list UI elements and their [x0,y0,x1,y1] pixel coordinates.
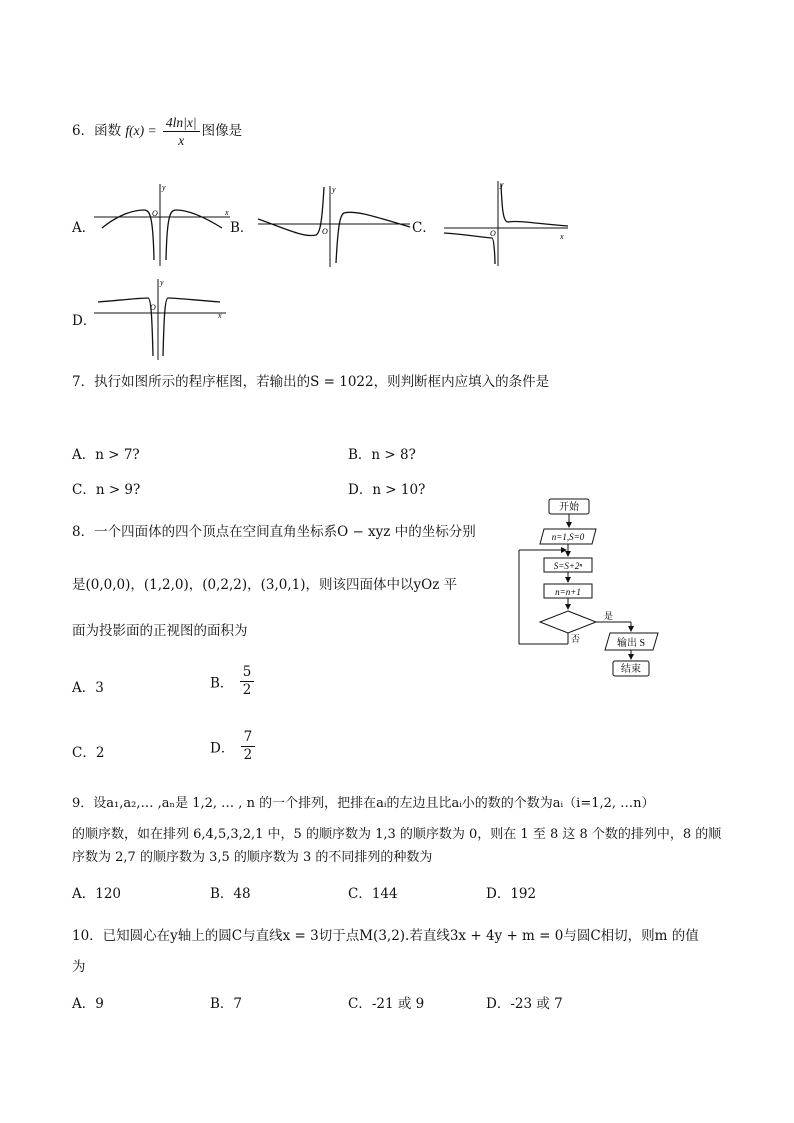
q9-opt-d: D．192 [486,886,537,902]
q6-func: f(x) = [125,123,157,138]
q8-opt-b-label: B． [210,675,234,692]
q7-opt-b: B．n > 8? [348,447,416,463]
q6-text-before: 函数 [94,123,122,139]
q10-opt-b: B．7 [210,996,243,1012]
flow-update-n-label: n=n+1 [555,587,581,597]
q6-frac-num: 4ln|x| [163,114,200,132]
q8-opt-b [210,664,256,699]
q6-stem [72,114,242,149]
q6-text-after: 图像是 [201,123,243,139]
q8-opt-b-num: 5 [240,664,255,682]
origin-label: O [150,303,156,312]
q8-opt-d-fraction [241,729,256,764]
q6-graph-c [442,178,572,268]
flow-init-label: n=1,S=0 [551,532,585,542]
q7-stem: 7．执行如图所示的程序框图，若输出的S = 1022，则判断框内应填入的条件是 [72,374,550,390]
flow-output-label: 输出 S [616,638,646,649]
q10-line2: 为 [72,959,86,975]
q10-opt-c: C．-21 或 9 [348,996,425,1012]
q7-opt-d: D．n > 10? [348,482,426,498]
q10-line1: 10．已知圆心在y轴上的圆C与直线x = 3切于点M(3,2).若直线3x + 4y + m = 0与圆C相切，则m 的值 [72,928,699,944]
q6-opt-c-label: C． [412,220,436,236]
q9-opt-a: A．120 [72,886,122,902]
flow-no-label: 否 [571,634,581,644]
q6-opt-b-label: B． [230,220,254,236]
q8-opt-d [210,729,257,764]
q6-graph-b [254,183,414,269]
origin-label: O [152,209,158,218]
q8-opt-c: C．2 [72,745,105,761]
q6-fraction [163,114,200,149]
q10-opt-d: D．-23 或 7 [486,996,563,1012]
curve [258,187,410,263]
q6-number: 6． [72,123,95,139]
q8-opt-a: A．3 [72,680,104,696]
y-axis-label: y [500,180,504,189]
flowchart [516,496,676,686]
x-axis-label: x [225,208,229,217]
curve [98,298,220,356]
flow-start-label: 开始 [559,502,579,513]
q10-opt-a: A．9 [72,996,104,1012]
origin-label: O [490,229,496,238]
q8-line3: 面为投影面的正视图的面积为 [72,623,248,639]
q6-graph-a [92,180,232,270]
y-axis-label: y [162,183,166,192]
q7-opt-c: C．n > 9? [72,482,141,498]
q8-line1: 8．一个四面体的四个顶点在空间直角坐标系O − xyz 中的坐标分别 [72,524,476,540]
q9-line2: 的顺序数，如在排列 6,4,5,3,2,1 中，5 的顺序数为 1,3 的顺序数为 0，则在 1 至 8 这 8 个数的排列中，8 的顺 [72,827,722,842]
q9-line1: 9．设a₁,a₂,… ,aₙ是 1,2, … , n 的一个排列，把排在aᵢ的左边且比aᵢ小的数的个数为aᵢ（i=1,2, …n） [72,796,655,811]
q8-opt-d-num: 7 [241,729,256,747]
flow-yes-label: 是 [604,611,614,621]
flow-decision [540,611,596,633]
q8-opt-b-fraction [240,664,255,699]
q9-line3: 序数为 2,7 的顺序数为 3,5 的顺序数为 3 的不同排列的种数为 [72,850,433,865]
curve [444,184,568,264]
x-axis-label: x [218,311,222,320]
q8-opt-b-den: 2 [242,682,252,698]
q9-opt-b: B．48 [210,886,251,902]
origin-label: O [322,227,328,236]
q8-line2: 是(0,0,0)，(1,2,0)，(0,2,2)，(3,0,1)，则该四面体中以yOz 平 [72,577,458,593]
q6-opt-d-label: D． [72,313,97,329]
q9-opt-c: C．144 [348,886,398,902]
y-axis-label: y [160,278,164,287]
x-axis-label: x [560,232,564,241]
flow-end-label: 结束 [621,664,641,675]
q6-frac-den: x [178,133,185,148]
q6-graph-d [92,276,232,362]
q8-opt-d-label: D． [210,740,235,757]
q7-opt-a: A．n > 7? [72,447,140,463]
y-axis-label: y [332,185,336,194]
q8-opt-d-den: 2 [243,747,253,763]
q6-opt-a-label: A． [72,220,96,236]
flow-update-s-label: S=S+2ⁿ [553,561,583,571]
